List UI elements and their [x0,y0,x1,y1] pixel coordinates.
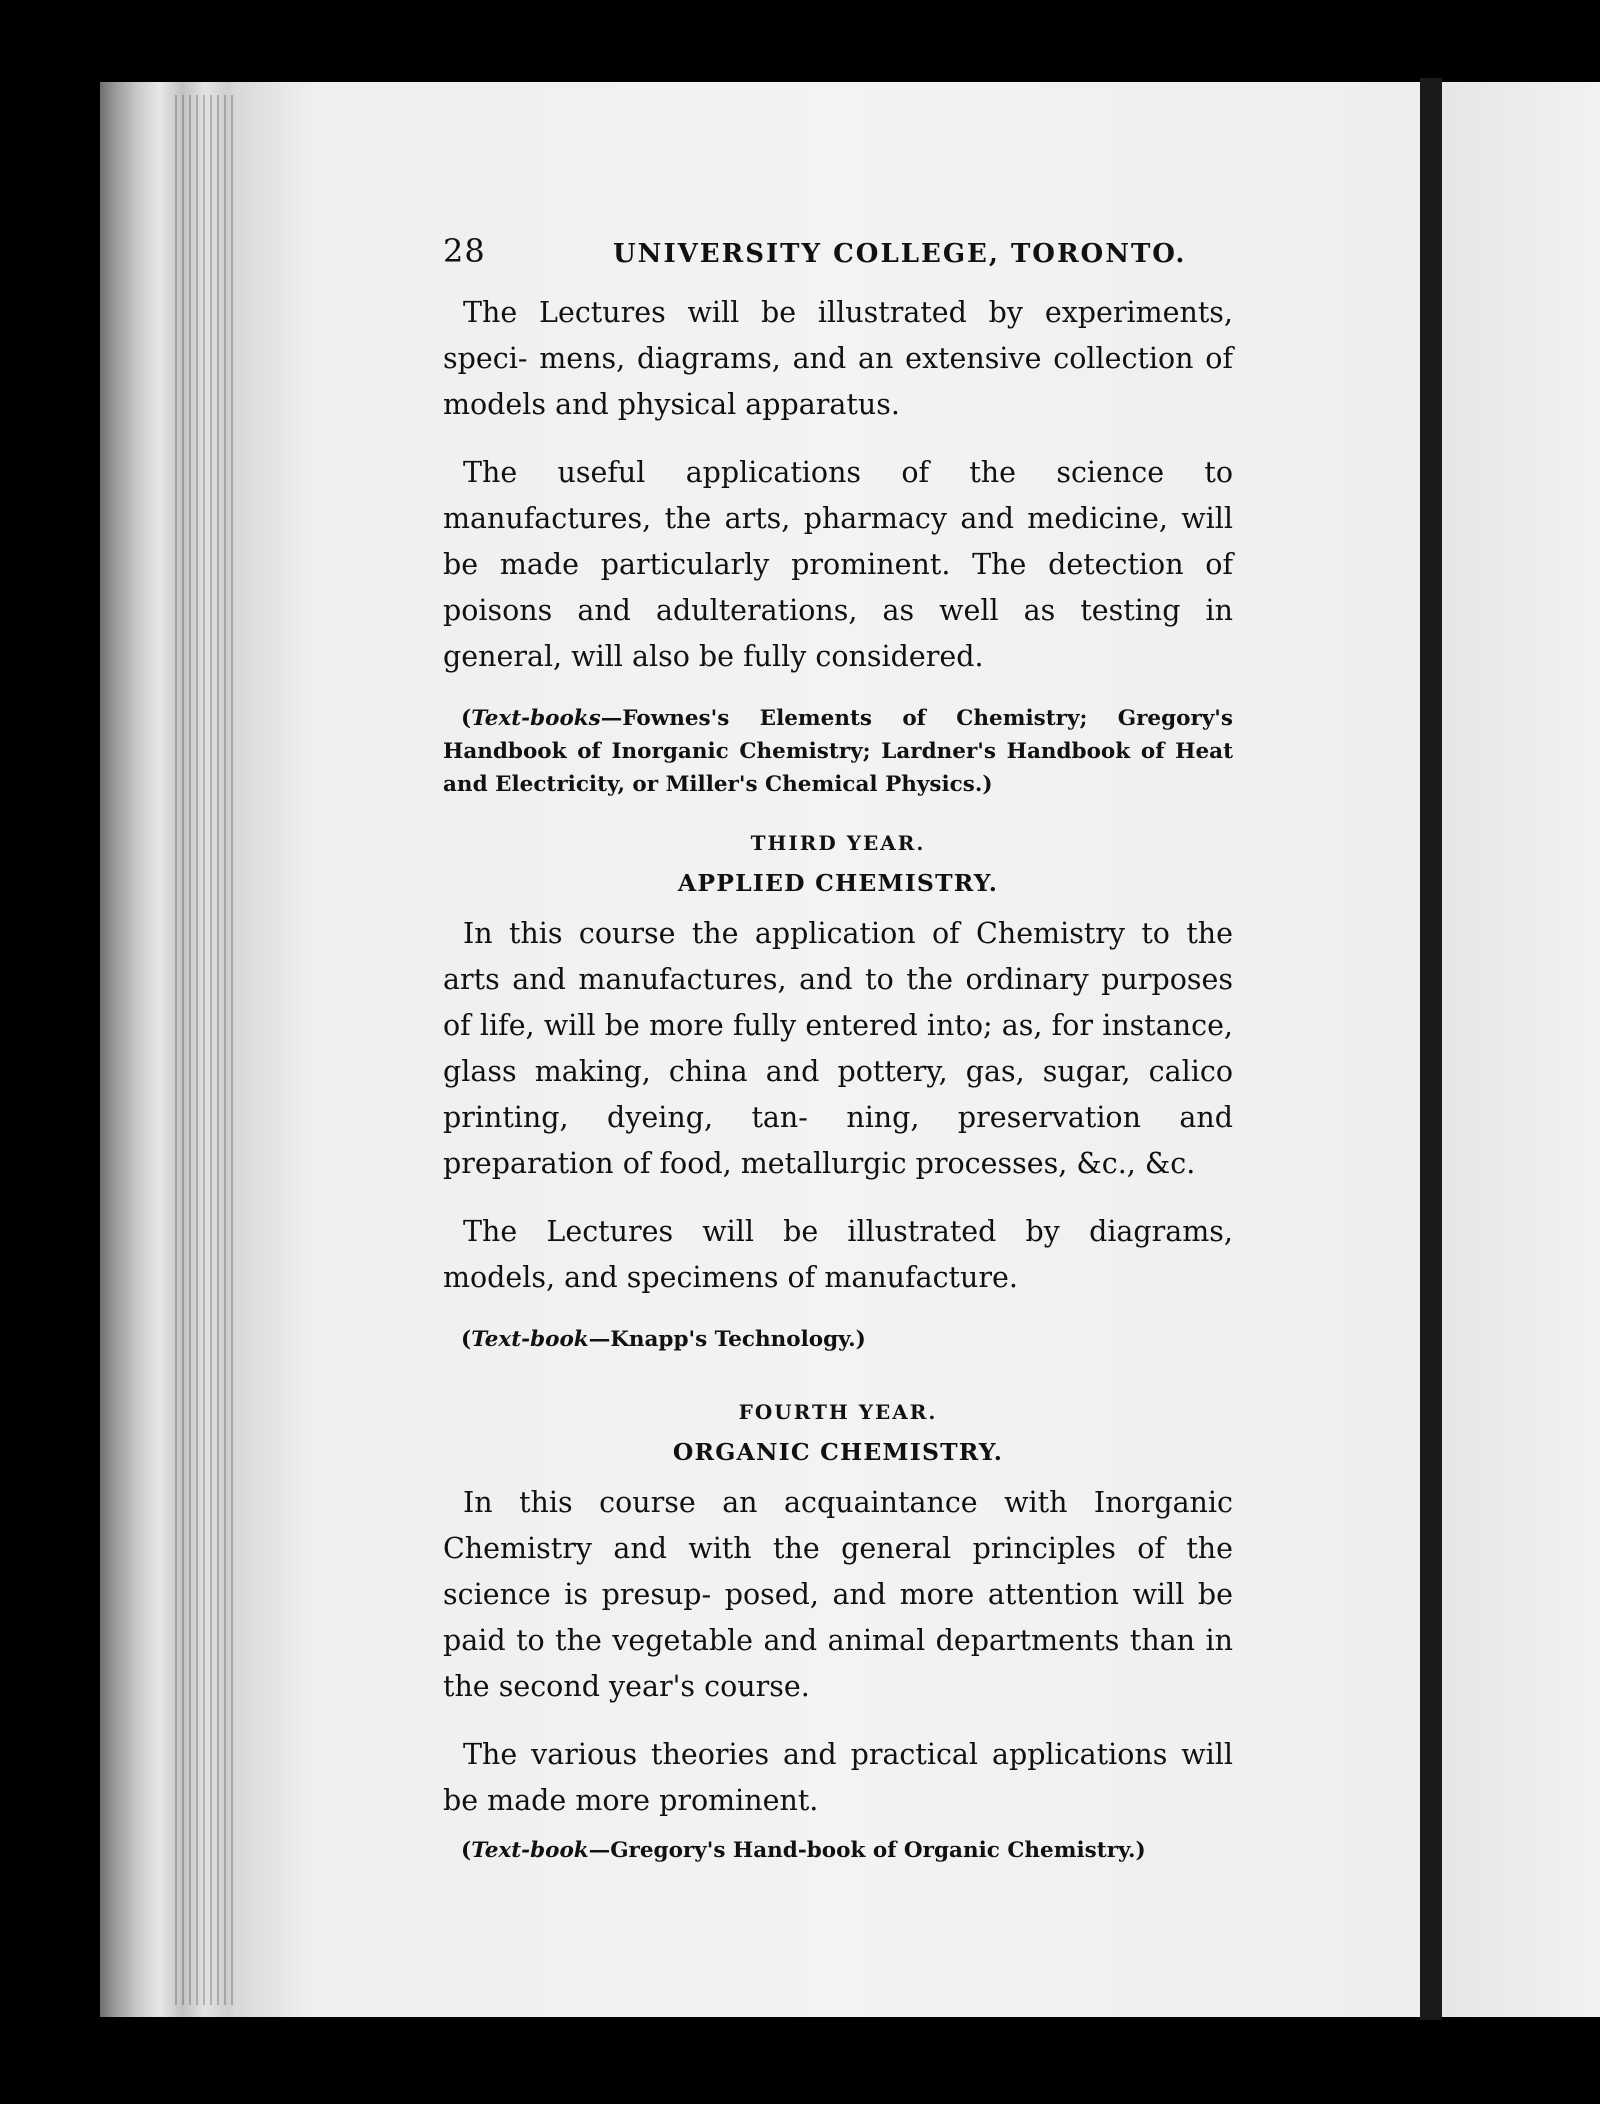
fourth-year-paragraph-1: In this course an acquaintance with Inorganic Chemistry and with the general principles of the science is presup- posed, and more attention will be paid to the vegetable and animal departments than in the second year's course. [443,1486,1233,1703]
book-spine [1420,78,1442,2020]
third-year-paragraph-1: In this course the application of Chemistry to the arts and manufactures, and to the ordinary purposes of life, will be more fully entered into; as, for instance, glass making, china and pottery, gas, sugar, calico printing, dyeing, tan- ning, preservation and preparation of food, metallurgic processes, &c., &c. [443,917,1233,1180]
note-label: Text-books [471,706,601,731]
fourth-year-textbook-note: (Text-book—Gregory's Hand-book of Organic Chemistry.) [461,1838,1146,1863]
page-content [443,232,1233,1867]
note-text: —Knapp's Technology.) [588,1327,866,1352]
fourth-year-paragraph-2: The various theories and practical applications will be made more prominent. [443,1738,1233,1817]
second-year-textbooks-note: (Text-books—Fownes's Elements of Chemistry; Gregory's Handbook of Inorganic Chemistry; Lardner's Handbook of Heat and Electricity, or Miller's Chemical Physics.) [443,706,1233,797]
second-year-paragraph-1: The Lectures will be illustrated by experiments, speci- mens, diagrams, and an extensive collection of models and physical apparatus. [443,296,1233,421]
second-year-paragraph-2: The useful applications of the science to manufactures, the arts, pharmacy and medicine, will be made particularly prominent. The detection of poisons and adulterations, as well as testing in general, will also be fully considered. [443,456,1233,673]
note-text: —Gregory's Hand-book of Organic Chemistry.) [588,1838,1146,1863]
running-head [443,232,1233,276]
page-edge-lines [175,95,245,2005]
note-label: Text-book [471,1838,589,1863]
third-year-heading: THIRD YEAR. [750,831,926,855]
fourth-year-heading: FOURTH YEAR. [738,1400,938,1424]
note-label: Text-book [471,1327,589,1352]
running-title: UNIVERSITY COLLEGE, TORONTO. [613,239,1187,269]
facing-page-edge [1442,82,1600,2017]
third-year-paragraph-2: The Lectures will be illustrated by diagrams, models, and specimens of manufacture. [443,1215,1233,1294]
note-text: —Fownes's Elements of Chemistry; Gregory's Handbook of Inorganic Chemistry; Lardner's Handbook of Heat and Electricity, or Miller's Chemical Physics.) [443,706,1233,797]
third-year-textbook-note: (Text-book—Knapp's Technology.) [461,1327,866,1352]
applied-chemistry-heading: APPLIED CHEMISTRY. [677,869,999,897]
page-number: 28 [443,232,486,270]
organic-chemistry-heading: ORGANIC CHEMISTRY. [672,1438,1004,1466]
